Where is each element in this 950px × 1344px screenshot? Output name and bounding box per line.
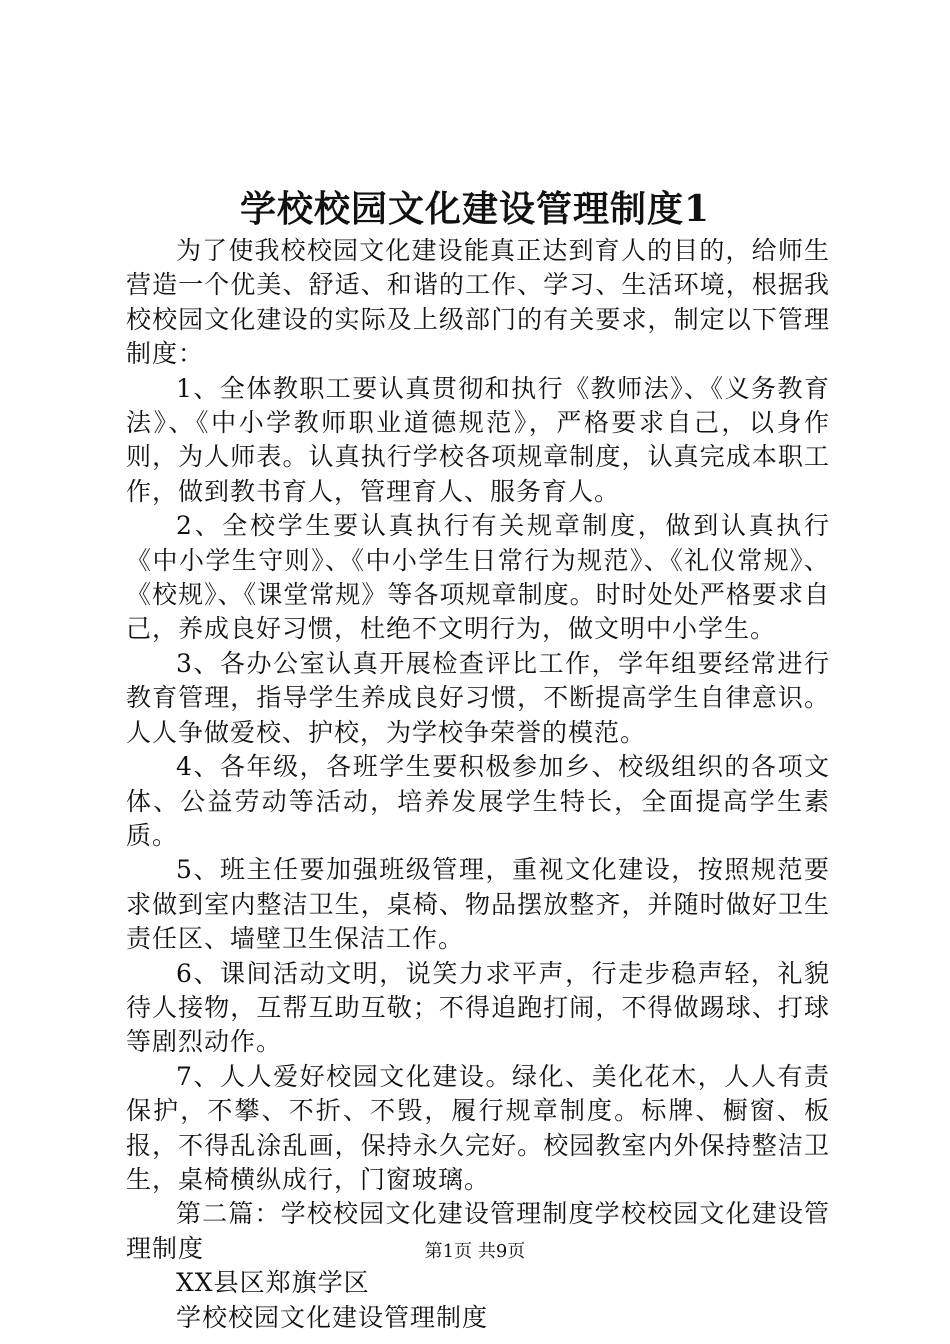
intro-paragraph: 为了使我校校园文化建设能真正达到育人的目的，给师生营造一个优美、舒适、和谐的工作、学习、生活环境，根据我校校园文化建设的实际及上级部门的有关要求，制定以下管理制度： [126, 236, 830, 369]
page-footer: 第1页 共9页 [424, 1241, 526, 1262]
rule-paragraph-4: 4、各年级，各班学生要积极参加乡、校级组织的各项文体、公益劳动等活动，培养发展学生特长，全面提高学生素质。 [126, 752, 830, 850]
rule-paragraph-5: 5、班主任要加强班级管理，重视文化建设，按照规范要求做到室内整洁卫生，桌椅、物品摆放整齐，并随时做好卫生责任区、墙壁卫生保洁工作。 [126, 855, 830, 954]
rule-paragraph-2: 2、全校学生要认真执行有关规章制度，做到认真执行《中小学生守则》、《中小学生日常行为规范》、《礼仪常规》、《校规》、《课堂常规》等各项规章制度。时时处处严格要求自己，养成良好习惯，杜绝不文明行为，做文明中小学生。 [126, 511, 830, 644]
subtitle-line: 学校校园文化建设管理制度 [176, 1302, 489, 1332]
rule-paragraph-3: 3、各办公室认真开展检查评比工作，学年组要经常进行教育管理，指导学生养成良好习惯，不断提高学生自律意识。人人争做爱校、护校，为学校争荣誉的模范。 [126, 648, 830, 747]
rule-paragraph-1: 1、全体教职工要认真贯彻和执行《教师法》、《义务教育法》、《中小学教师职业道德规范》，严格要求自己，以身作则，为人师表。认真执行学校各项规章制度，认真完成本职工作，做到教书育人，管理育人、服务育人。 [126, 373, 830, 506]
district-line: XX县区郑旗学区 [176, 1268, 370, 1298]
document-body [126, 234, 830, 1335]
document-title: 学校校园文化建设管理制度1 [239, 188, 711, 230]
rule-paragraph-7: 7、人人爱好校园文化建设。绿化、美化花木，人人有责保护，不攀、不折、不毁，履行规章制度。标牌、橱窗、板报，不得乱涂乱画，保持永久完好。校园教室内外保持整洁卫生，桌椅横纵成行，门窗玻璃。 [126, 1061, 830, 1194]
rule-paragraph-6: 6、课间活动文明，说笑力求平声，行走步稳声轻，礼貌待人接物，互帮互助互敬；不得追跑打闹，不得做踢球、打球等剧烈动作。 [126, 958, 830, 1057]
second-chapter-heading: 第二篇：学校校园文化建设管理制度学校校园文化建设管理制度 [126, 1199, 830, 1263]
